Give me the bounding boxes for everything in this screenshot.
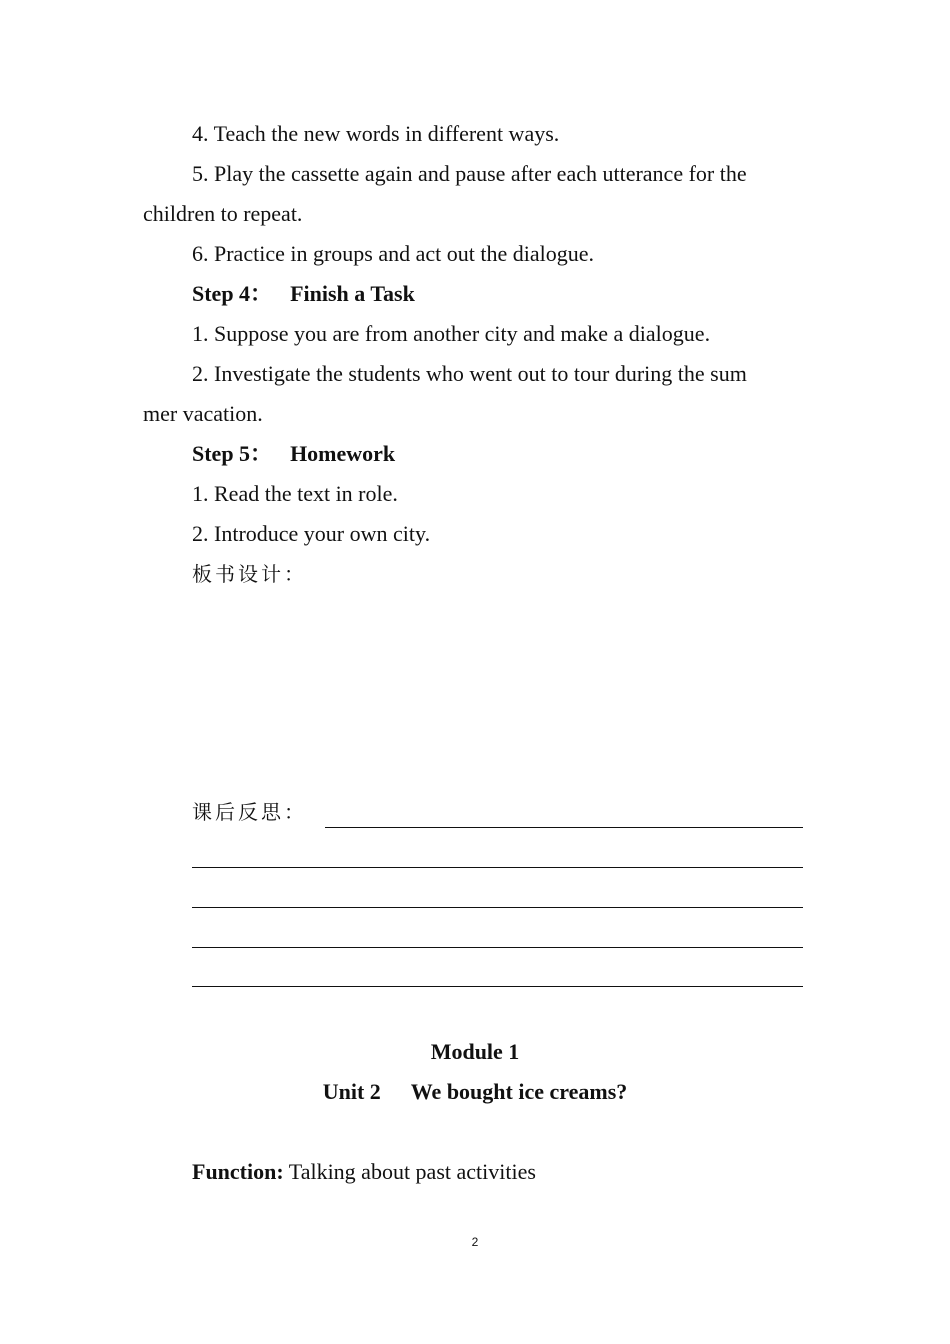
blackboard-design-label: 板书设计： [192, 562, 307, 586]
step5-item-2: 2. Introduce your own city. [192, 521, 431, 546]
step5-item-1: 1. Read the text in role. [192, 481, 398, 506]
step4-item-2-line1: 2. Investigate the students who went out to tour during the sum [192, 361, 747, 386]
step3-item-4: 4. Teach the new words in different ways. [192, 121, 560, 146]
function-label: Function: [192, 1159, 284, 1184]
function-text: Talking about past activities [283, 1159, 536, 1184]
reflection-rule-1 [325, 827, 803, 828]
unit-label: Unit 2 [322, 1079, 381, 1104]
step5-label: Step 5： [192, 441, 273, 466]
reflection-label: 课后反思： [192, 800, 307, 824]
reflection-rule-2 [192, 867, 803, 868]
reflection-rule-4 [192, 947, 803, 948]
step3-item-6: 6. Practice in groups and act out the dialogue. [192, 241, 594, 266]
reflection-rule-3 [192, 907, 803, 908]
page-number: 2 [471, 1235, 479, 1249]
reflection-rule-5 [192, 986, 803, 987]
step4-item-2-line2: mer vacation. [143, 401, 263, 426]
step4-item-1: 1. Suppose you are from another city and make a dialogue. [192, 321, 711, 346]
function-line [192, 1158, 536, 1186]
step5-title: Homework [290, 441, 396, 466]
step4-label: Step 4： [192, 281, 273, 306]
unit-heading [0, 1078, 950, 1106]
unit-title: We bought ice creams? [410, 1079, 628, 1104]
step4-title: Finish a Task [290, 281, 415, 306]
module-title: Module 1 [430, 1039, 520, 1064]
step3-item-5-line1: 5. Play the cassette again and pause after each utterance for the [192, 161, 747, 186]
step3-item-5-line2: children to repeat. [143, 201, 303, 226]
step5-heading [192, 440, 395, 468]
step4-heading [192, 280, 415, 308]
